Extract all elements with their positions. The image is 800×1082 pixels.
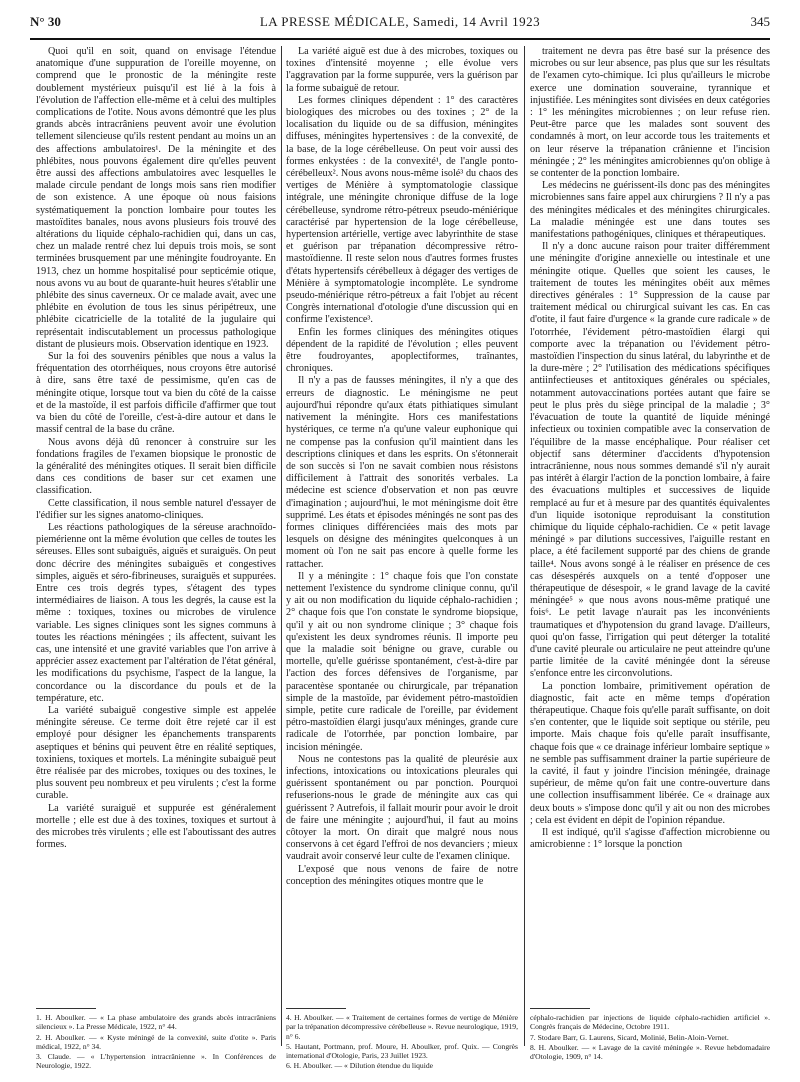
footnote: 4. H. Aboulker. — « Traitement de certaines formes de vertige de Ménière par la trépanation décompressive cérébelleuse ». Revue neurologique, 1919, n° 6. <box>286 1013 518 1041</box>
header-rule <box>30 38 770 40</box>
footnotes-column-1 <box>36 1013 276 1072</box>
column-divider <box>281 46 282 1046</box>
footnote-rule <box>530 1008 590 1009</box>
paragraph: Enfin les formes cliniques des méningites otiques dépendent de la rapidité de l'évolution ; elles peuvent être foudroyantes, apoplectiformes, traînantes, chroniques. <box>286 326 518 375</box>
footnote-rule <box>286 1008 346 1009</box>
paragraph: Nous avons déjà dû renoncer à construire sur les fondations fragiles de l'examen biopsique le pronostic de la généralité des méningites otiques. Il serait bien difficile dans ces conditions de baser sur cet examen une classification. <box>36 436 276 497</box>
footnote: 1. H. Aboulker. — « La phase ambulatoire des grands abcès intracrâniens silencieux ». La Presse Médicale, 1922, n° 44. <box>36 1013 276 1032</box>
footnotes-column-2 <box>286 1013 518 1072</box>
column-1 <box>36 46 276 1004</box>
footnote: 2. H. Aboulker. — « Kyste méningé de la convexité, suite d'otite ». Paris médical, 1922, n° 34. <box>36 1032 276 1051</box>
footnote: 5. Hautant, Portmann, prof. Moure, H. Aboulker, prof. Quix. — Congrès international d'Otologie, Paris, 23 Juillet 1923. <box>286 1041 518 1061</box>
paragraph: traitement ne devra pas être basé sur la présence des microbes ou sur leur absence, pas plus que sur les résultats de l'examen cyto-chimique. Ici plus qu'ailleurs le microbe exerce une domination souveraine, tyrannique et injustifiée. Les méningites sont divisées en deux catégories : 1° les méningites microbiennes ; on leur refuse rien. Peut-être parce que les malades sont souvent des condamnés à mort, on leur accorde tous les traitements et on leur réserve la trépanation crânienne et l'incision méningée ; 2° les méningites amicrobiennes qu'on oblige à se contenter de la ponction lombaire. <box>530 46 770 180</box>
paragraph: Quoi qu'il en soit, quand on envisage l'étendue anatomique d'une suppuration de l'oreille moyenne, on comprend que le pronostic de la méningite reste doublement mystérieux puisqu'il est lié à la fois à l'évolution de l'affection elle-même et à celui des multiples complications de l'otite. Nous avons démontré que les plus grands abcès intracrâniens peuvent avoir une évolution tellement silencieuse qu'ils restent pendant au moins un an des affections ambulatoires¹. De la méningite et des phlébites, nous pouvons également dire qu'elles peuvent être aussi des affections ambulatoires avec lesquelles le malade circule pendant de longs mois sans rien modifier de son existence. A une époque où nous faisions systématiquement la ponction lombaire pour toutes les mastoïdites banales, nous avons plusieurs fois trouvé des altérations du liquide céphalo-rachidien qui, dans un cas, chez un malade rentré chez lui depuis trois mois, se sont terminées brusquement par une méningite foudroyante. En 1913, chez un homme hospitalisé pour septicémie otique, nous avons vu au bout de quarante-huit heures s'établir une phlébite des sinus caverneux. Or ce malade avait, avec une phlébite en évolution de tous les sinus péripétreux, une phlébite cicatricielle de la totalité de la jugulaire qui représentait indiscutablement un processus pathologique distant de plusieurs mois. Observation identique en 1923. <box>36 46 276 350</box>
paragraph: Il y a méningite : 1° chaque fois que l'on constate nettement l'existence du syndrome clinique connu, qu'il y ait ou non modification du liquide céphalo-rachidien ; 2° chaque fois que l'on constate le syndrome biopsique, qu'il y ait ou non syndrome clinique ; 3° chaque fois qu'existent les deux syndromes réunis. Il importe peu que la maladie soit bénigne ou grave, curable ou mortelle, qu'elle guérisse spontanément, c'est-à-dire par l'action des forces défensives de l'organisme, par paracentèse spontanée ou chirurgicale, par trépanation simple de la mastoïde, par évidement pétro-mastoïdien simple, petite cure radicale de l'oreille, par évidement pétro-mastoïdien élargi jusqu'aux méninges, grande cure radicale de l'otorrhée, par ponction lombaire, par incision méningée. <box>286 570 518 753</box>
paragraph: Sur la foi des souvenirs pénibles que nous a valus la fréquentation des otorrhéiques, nous croyons être autorisé à dire, sans être taxé de pessimisme, qu'en cas de méningite otique, lorsque tout va bien du côté de la caisse et de la mastoïde, il est parfois difficile d'affirmer que tout va bien du côté de l'oreille, c'est-à-dire autour et dans le massif central de la base du crâne. <box>36 351 276 436</box>
paragraph: Il n'y a donc aucune raison pour traiter différemment une méningite d'origine annexielle ou intestinale et une méningite otique. Quelles que soient les causes, le traitement de toutes les méningites obéit aux mêmes directives générales : 1° Suppression de la cause par traitement médical ou chirurgical suivant les cas. En cas d'otite, il faut faire d'urgence « la grande cure radicale » de l'otorrhée, l'évidement pétro-mastoïdien élargi qui comporte avec la trépanation ou l'évidement pétro-mastoïdien l'inspection du sinus latéral, du labyrinthe et de la dure-mère ; 2° l'utilisation des médications spécifiques antiinfectieuses et antitoxiques générales ou spéciales, notamment autovaccinations portées autant que faire se peut le plus près du siège principal de la maladie ; 3° l'évacuation de toute la quantité de liquide méningé infectieux ou toxinien compatible avec la conservation de l'équilibre de la masse encéphalique. Pour réaliser cet objectif sans déterminer d'accidents d'hypotension intracrânienne, nous nous sommes demandé s'il n'y aurait pas intérêt à élargir l'action de la ponction lombaire, à faire des évacuations multiples et successives de liquide remplacé au fur et à mesure par des quantités équivalentes d'un liquide isotonique reproduisant la constitution chimique du liquide céphalo-rachidien. Ce « petit lavage méningé » par dilutions successives, l'aiguille restant en place, a été facilement supporté par des chiens de grande taille⁴. Nous avons songé à le réaliser en présence de ces cas désespérés auxquels on a tenté d'opposer une thérapeutique de désespoir, « le grand lavage de la cavité méningée⁵ » que nous avons nous-même pratiqué une fois⁶. Le petit lavage n'aurait pas les inconvénients traumatiques et d'hypotension du grand lavage. D'ailleurs, quoi qu'on fasse, l'irrigation qui peut déterger la totalité d'une cavité pleurale ou articulaire ne peut atteindre qu'une partie limitée de la cavité méningée dont la séreuse s'enfonce entre les circonvolutions. <box>530 241 770 680</box>
paragraph: Les réactions pathologiques de la séreuse arachnoïdo-piemérienne ont la même évolution que celles de toutes les séreuses. Elles sont subaiguës, aiguës et suraiguës. On peut donc décrire des méningites subaiguës et congestives simples, aiguës et séro-fibrineuses, suraiguës et suppurées. Entre ces trois degrés types, s'étagent des types intermédiaires de liaison. A tous les degrés, la cause est la même : toxiques, toxines ou microbes de virulence variable. Les signes cliniques sont les signes communs à toutes les réactions méningées ; ils affectent, suivant les cas, une intensité et une gravité variables que l'on arrive à apprécier assez exactement par l'altération de l'état général, les modifications du psychisme, l'aspect de la langue, la concordance ou la discordance du pouls et de la température, etc. <box>36 521 276 704</box>
footnotes-column-3 <box>530 1013 770 1062</box>
paragraph: La ponction lombaire, primitivement opération de diagnostic, fait acte en même temps d'opération thérapeutique. Chaque fois qu'elle paraît suffisante, on doit s'en contenter, que le liquide soit septique ou stérile, peu importe. Mais chaque fois qu'elle paraît insuffisante, chaque fois que « ce drainage inférieur lombaire septique » ne semble pas suffisamment drainer la partie supérieure de la cavité, il faut y joindre l'incision méningée, drainage supérieur, de même qu'on fait une contre-ouverture dans une collection insuffisamment libérée. Ce « drainage aux deux bouts » s'impose donc qu'il y ait ou non des microbes ; cela est évident en dépit de l'opinion répandue. <box>530 680 770 826</box>
paragraph: La variété aiguë est due à des microbes, toxiques ou toxines d'intensité moyenne ; elle évolue vers l'aggravation par la forme suppurée, vers la guérison par la forme subaiguë de retour. <box>286 46 518 94</box>
paragraph: La variété suraiguë et suppurée est généralement mortelle ; elle est due à des toxines, toxiques et surtout à des microbes très virulents ; elle est l'aboutissant des autres formes. <box>36 802 276 851</box>
footnote: 8. H. Aboulker. — « Lavage de la cavité méningée ». Revue hebdomadaire d'Otologie, 1909, n° 14. <box>530 1042 770 1062</box>
footnote: 6. H. Aboulker. — « Dilution étendue du liquide <box>286 1061 434 1071</box>
paragraph: Les formes cliniques dépendent : 1° des caractères biologiques des microbes ou des toxines ; 2° de la localisation du liquide ou de sa diffusion, méningites diffuses, méningites hypertensives : de la convexité, de la base, de la loge cérébelleuse. On peut voir aussi des formes enkystées : de la convexité¹, de l'angle ponto-cérébelleux². Nous avons nous-même isolé³ du chaos des vertiges de Ménière à symptomatologie classique intégrale, une méningite chronique diffuse de la loge cérébelleuse, syndrome rétro-pétreux pseudo-méniérique caractérisé par hypertension de la loge cérébelleuse, hypertension artérielle, vertige avec labyrinthite de stase et guérison par trépanation décompressive rétro-mastoïdienne. Il reste selon nous d'autres formes frustes d'états hypertensifs cérébelleux à dégager des vertiges de Ménière à symptomatologie incomplète. Le syndrome pseudo-méniérique rétro-pétreux a fait l'objet au récent Congrès international d'otologie d'une discussion qui en confirme l'existence³. <box>286 94 518 326</box>
paragraph: Il n'y a pas de fausses méningites, il n'y a que des erreurs de diagnostic. Le méningisme ne peut aujourd'hui répondre qu'aux états pithiatiques simulant nativement la méningite. Hors ces manifestations hystériques, ce terme n'a qu'une valeur euphonique qui ne compense pas la confusion qu'il maintient dans les descriptions cliniques et dans les esprits. On s'étonnerait de son succès si l'on ne savait combien nous résistons difficilement à l'attrait des sonorités verbales. La médecine est science d'observation et non pas œuvre d'imagination ; aujourd'hui, le mot méningisme doit être supprimé. Les états et épisodes méningés ne sont pas des formes cliniques différenciées mais des mots par lesquels on désigne des méningites quelconques à un moment où l'on ne sait pas encore à quelle forme les rattacher. <box>286 375 518 570</box>
paragraph: Les médecins ne guérissent-ils donc pas des méningites microbiennes sans faire appel aux chirurgiens ? Il n'y a pas des méningites médicales et des méningites chirurgicales. La maladie méningée est une dans toutes ses manifestations pathogéniques, cliniques et thérapeutiques. <box>530 180 770 241</box>
paragraph: La variété subaiguë congestive simple est appelée méningite séreuse. Ce terme doit être rejeté car il est employé pour désigner les épanchements transparents aseptiques et bénins qui peuvent être en réalité septiques, toxiniens, toxiques et mortels. La méningite subaiguë peut être réalisée par des microbes, toxiques ou des toxines, le plus souvent peu nombreux et peu virulents ; c'est la forme curable. <box>36 704 276 802</box>
column-divider <box>524 46 525 1046</box>
paragraph: Nous ne contestons pas la qualité de pleurésie aux infections, intoxications ou intoxications pleurales qui guérissent spontanément ou par ponction. Pourquoi refuserions-nous le grade de méningite aux cas qui guérissent ? Autrefois, il fallait mourir pour avoir le droit de faire une méningite ; aujourd'hui, il faut au moins côtoyer la mort. On dirait que malgré nous nous conservons à cet égard l'effroi de nos devanciers ; mieux vaudrait avoir conservé leur culte de l'examen clinique. <box>286 753 518 863</box>
issue-number: N° 30 <box>30 14 61 29</box>
footnote: 7. Stodare Barr, G. Laurens, Sicard, Molinié, Belin-Aloin-Vernet. <box>530 1032 729 1042</box>
page-number: 345 <box>750 14 770 29</box>
journal-title: LA PRESSE MÉDICALE, Samedi, 14 Avril 1923 <box>259 14 541 29</box>
page-header <box>30 14 770 36</box>
column-3 <box>530 46 770 1004</box>
paragraph: Il est indiqué, qu'il s'agisse d'affection microbienne ou amicrobienne : 1° lorsque la ponction <box>530 827 770 851</box>
paragraph: L'exposé que nous venons de faire de notre conception des méningites otiques montre que le <box>286 863 518 887</box>
column-2 <box>286 46 518 1004</box>
paragraph: Cette classification, il nous semble naturel d'essayer de l'édifier sur les signes anatomo-cliniques. <box>36 497 276 521</box>
footnote: 3. Claude. — « L'hypertension intracrânienne ». In Conférences de Neurologie, 1922. <box>36 1052 276 1071</box>
footnote: céphalo-rachidien par injections de liquide céphalo-rachidien artificiel ». Congrès français de Médecine, Octobre 1911. <box>530 1013 770 1032</box>
footnote-rule <box>36 1008 96 1009</box>
